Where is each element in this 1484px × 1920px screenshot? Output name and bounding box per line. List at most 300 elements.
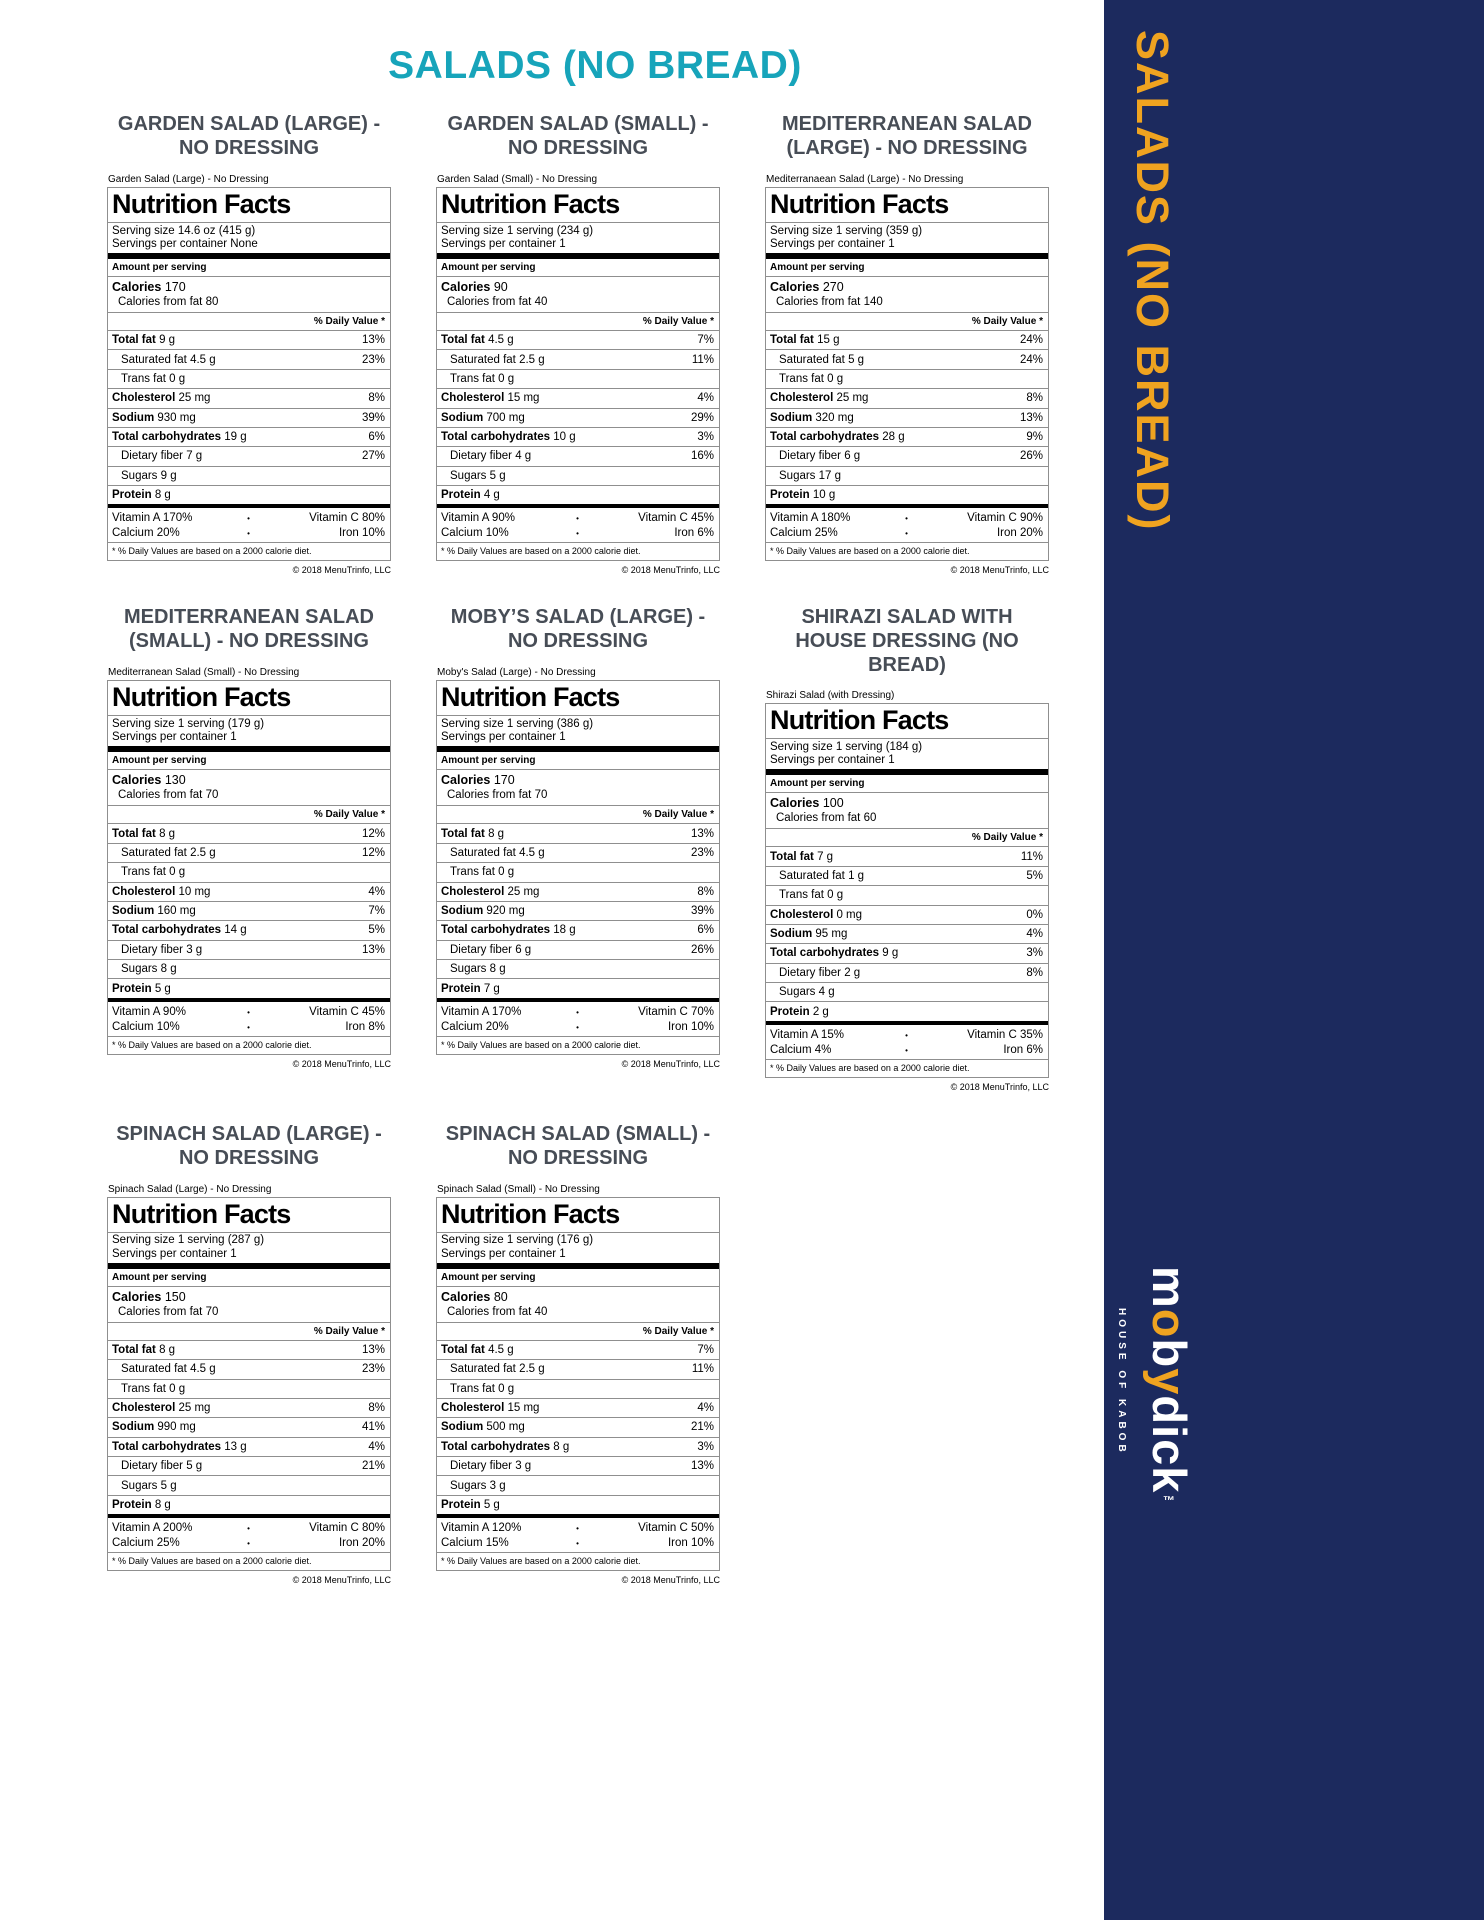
nutrient-text [121, 1480, 177, 1492]
vitamins-row [108, 508, 390, 525]
calories-from-fat-value: 140 [863, 296, 883, 308]
nutrient-amount: 14 g [224, 924, 247, 937]
card-title: SPINACH SALAD (LARGE) - NO DRESSING [116, 1122, 382, 1169]
nutrient-amount: 28 g [882, 431, 905, 444]
nutrient-amount: 0 g [169, 1382, 186, 1395]
nutrient-name: Saturated fat [450, 846, 516, 859]
nutrient-row [766, 983, 1048, 1002]
nutrient-daily-value: 13% [690, 1460, 714, 1473]
nutrient-text [770, 412, 854, 424]
calories-row [108, 1287, 390, 1304]
nutrient-row [108, 863, 390, 882]
nutrient-row [766, 1002, 1048, 1020]
logo-word [1142, 1266, 1197, 1508]
card-subtitle: Mediterranaean Salad (Large) - No Dressing [766, 174, 964, 185]
nutrient-amount: 9 g [882, 947, 899, 960]
vitamin-right: Iron 20% [996, 527, 1043, 540]
nutrient-name: Saturated fat [779, 869, 845, 882]
nutrient-name: Total fat [441, 334, 485, 347]
nutrient-row [766, 409, 1048, 428]
nutrient-name: Dietary fiber [450, 943, 512, 956]
nutrient-name: Total fat [112, 827, 156, 840]
nutrient-text [441, 334, 514, 346]
nutrient-amount: 700 mg [486, 411, 525, 424]
nutrient-text [112, 392, 210, 404]
calories-row [766, 793, 1048, 810]
card-title: SHIRAZI SALAD WITH HOUSE DRESSING (NO BREAD) [795, 606, 1019, 677]
nutrient-row [437, 824, 719, 843]
nutrient-name: Dietary fiber [450, 450, 512, 463]
nutrient-row [766, 944, 1048, 963]
nutrient-row [437, 1341, 719, 1360]
nutrient-name: Total carbohydrates [112, 431, 222, 444]
calories-from-fat-label: Calories from fat [118, 296, 203, 308]
nutrient-text [441, 828, 504, 840]
nutrient-text [450, 470, 506, 482]
nutrient-amount: 930 mg [157, 411, 196, 424]
nutrient-name: Protein [112, 489, 152, 502]
nutrient-row [766, 428, 1048, 447]
nutrient-amount: 3 g [186, 943, 203, 956]
nutrient-name: Sodium [441, 905, 484, 918]
nutrient-row [108, 1380, 390, 1399]
calories-from-fat-row [108, 294, 390, 312]
nutrient-row [437, 1360, 719, 1379]
calories-from-fat-label: Calories from fat [776, 296, 861, 308]
nutrient-amount: 2.5 g [519, 353, 545, 366]
nutrient-name: Total carbohydrates [441, 1440, 551, 1453]
nutrient-amount: 15 mg [507, 1402, 540, 1415]
nutrient-text [441, 1499, 500, 1511]
nutrient-name: Dietary fiber [121, 943, 183, 956]
amount-per-serving: Amount per serving [108, 259, 390, 277]
nutrient-amount: 4 g [515, 450, 532, 463]
nutrient-row [766, 389, 1048, 408]
nutrient-text [779, 870, 864, 882]
nutrient-amount: 2.5 g [519, 1363, 545, 1376]
nutrient-amount: 5 g [154, 982, 171, 995]
vitamins-row [108, 1518, 390, 1535]
nutrient-daily-value: 21% [361, 1460, 385, 1473]
nutrient-text [450, 1480, 506, 1492]
nutrient-name: Sugars [121, 469, 158, 482]
calories-from-fat-label: Calories from fat [118, 1305, 203, 1318]
nutrient-row [437, 941, 719, 960]
nutrient-name: Cholesterol [112, 392, 176, 405]
vitamin-left: Vitamin A 90% [112, 1005, 186, 1018]
calories-from-fat-row [437, 294, 719, 312]
nutrient-name: Sugars [121, 1479, 158, 1492]
nutrient-row [437, 409, 719, 428]
vitamins-row [437, 1019, 719, 1034]
nutrient-row [108, 1360, 390, 1379]
calories-label: Calories [441, 280, 491, 294]
nutrient-name: Total fat [112, 1343, 156, 1356]
calories-from-fat-value: 70 [205, 789, 219, 802]
nutrient-daily-value: 13% [361, 943, 385, 956]
nutrient-text [450, 944, 531, 956]
vitamins-row [437, 508, 719, 525]
nutrient-row [437, 1496, 719, 1514]
calories-from-fat-row [108, 787, 390, 805]
nutrient-amount: 8 g [154, 1498, 171, 1511]
nutrient-rows [437, 331, 719, 504]
daily-value-header: % Daily Value * [108, 805, 390, 824]
nutrient-daily-value: 4% [697, 1402, 714, 1415]
nutrient-daily-value: 26% [690, 943, 714, 956]
calories-label: Calories [441, 1289, 491, 1304]
nutrient-text [112, 828, 175, 840]
serving-size: Serving size 1 serving (359 g) [770, 224, 923, 237]
nutrient-row [766, 467, 1048, 486]
nutrient-name: Sodium [112, 411, 155, 424]
nutrient-name: Dietary fiber [779, 966, 841, 979]
nutrient-daily-value: 23% [361, 353, 385, 366]
nutrient-rows [437, 824, 719, 997]
nutrient-amount: 160 mg [157, 905, 196, 918]
nutrient-name: Saturated fat [450, 353, 516, 366]
nutrient-row [437, 844, 719, 863]
vitamin-left: Vitamin A 180% [770, 512, 851, 525]
nutrient-daily-value: 26% [1019, 450, 1043, 463]
nutrient-row [437, 389, 719, 408]
nutrient-row [766, 925, 1048, 944]
nutrition-card [436, 1122, 720, 1585]
nutrient-row [437, 1380, 719, 1399]
nutrient-text [121, 1460, 202, 1472]
card-subtitle: Shirazi Salad (with Dressing) [766, 690, 895, 702]
nutrient-text [770, 431, 905, 443]
nutrient-daily-value: 12% [361, 846, 385, 859]
nutrition-facts-heading: Nutrition Facts [108, 188, 390, 223]
servings-per-container: Servings per container None [112, 238, 258, 250]
card-subtitle: Garden Salad (Large) - No Dressing [108, 174, 269, 185]
nutrient-row [437, 863, 719, 882]
nutrient-text [112, 905, 196, 917]
nutrient-text [112, 1441, 247, 1453]
nutrient-row [437, 447, 719, 466]
nutrient-amount: 8 g [553, 1440, 570, 1453]
serving-size: Serving size 1 serving (287 g) [112, 1234, 265, 1247]
nutrient-daily-value: 3% [697, 431, 714, 444]
copyright: © 2018 MenuTrinfo, LLC [621, 1058, 720, 1069]
footnote: * % Daily Values are based on a 2000 calorie diet. [108, 1552, 390, 1570]
nutrient-text [441, 924, 576, 936]
nutrient-text [112, 489, 171, 501]
nutrient-text [450, 450, 531, 462]
card-title: GARDEN SALAD (LARGE) - NO DRESSING [117, 113, 381, 159]
calories-from-fat-value: 80 [205, 296, 219, 308]
servings-per-container: Servings per container 1 [441, 1247, 566, 1260]
nutrient-daily-value: 6% [368, 431, 385, 444]
amount-per-serving: Amount per serving [108, 752, 390, 770]
nutrient-text [450, 847, 545, 859]
serving-size: Serving size 1 serving (176 g) [441, 1234, 594, 1247]
nutrient-name: Sodium [112, 905, 155, 918]
nutrient-row [108, 1399, 390, 1418]
nutrition-facts-heading: Nutrition Facts [437, 681, 719, 716]
vitamin-left: Vitamin A 200% [112, 1522, 193, 1535]
bullet-separator: • [576, 514, 579, 524]
nutrient-amount: 0 g [498, 1382, 515, 1395]
nutrient-name: Trans fat [779, 372, 824, 385]
nutrient-text [770, 1006, 829, 1018]
servings-per-container: Servings per container 1 [112, 731, 237, 744]
nutrient-row [108, 1341, 390, 1360]
nutrient-row [108, 350, 390, 369]
nutrient-name: Saturated fat [121, 353, 187, 366]
vitamin-right: Vitamin C 90% [967, 512, 1043, 525]
nutrient-text [121, 450, 202, 462]
vitamin-left: Calcium 15% [441, 1537, 509, 1550]
nutrient-row [437, 331, 719, 350]
nutrient-amount: 9 g [160, 469, 177, 482]
nutrient-name: Total carbohydrates [112, 1440, 222, 1453]
calories-from-fat-value: 40 [534, 1305, 548, 1318]
nutrition-card [107, 1122, 391, 1585]
nutrient-name: Trans fat [121, 1382, 166, 1395]
nutrient-text [770, 851, 833, 863]
nutrient-name: Cholesterol [112, 1402, 176, 1415]
vitamin-right: Vitamin C 45% [309, 1005, 385, 1018]
nutrient-row [437, 902, 719, 921]
nutrient-daily-value: 27% [361, 450, 385, 463]
vitamins-section [437, 508, 719, 540]
nutrient-rows [108, 1341, 390, 1514]
nutrient-amount: 8 g [488, 827, 505, 840]
vitamins-row [766, 508, 1048, 525]
footnote: * % Daily Values are based on a 2000 calorie diet. [437, 1036, 719, 1054]
vitamin-right: Iron 6% [674, 527, 714, 540]
calories-from-fat-row [766, 810, 1048, 828]
vitamins-row [766, 525, 1048, 540]
nutrient-text [112, 1499, 171, 1511]
nutrient-daily-value: 16% [690, 450, 714, 463]
copyright: © 2018 MenuTrinfo, LLC [621, 1575, 720, 1586]
nutrient-amount: 5 g [483, 1498, 500, 1511]
nutrient-row [437, 883, 719, 902]
nutrient-text [770, 909, 862, 921]
nutrient-amount: 0 g [169, 866, 186, 879]
nutrient-text [450, 373, 514, 385]
nutrient-amount: 10 mg [178, 885, 211, 898]
nutrient-row [437, 1476, 719, 1495]
vitamin-left: Calcium 20% [441, 1020, 509, 1033]
nutrient-rows [108, 331, 390, 504]
nutrient-daily-value: 41% [361, 1421, 385, 1434]
nutrient-daily-value: 7% [697, 1343, 714, 1356]
nutrient-name: Total fat [770, 850, 814, 863]
nutrient-amount: 3 g [515, 1460, 532, 1473]
nutrient-amount: 18 g [553, 924, 576, 937]
nutrient-name: Trans fat [450, 866, 495, 879]
nutrient-daily-value: 39% [361, 411, 385, 424]
copyright: © 2018 MenuTrinfo, LLC [621, 565, 720, 576]
calories-from-fat-label: Calories from fat [447, 789, 532, 802]
logo-letters [1143, 1266, 1196, 1493]
nutrient-amount: 8 g [160, 963, 177, 976]
daily-value-header: % Daily Value * [108, 1322, 390, 1341]
nutrient-row [108, 1438, 390, 1457]
nutrient-name: Sodium [770, 411, 813, 424]
nutrient-row [437, 1399, 719, 1418]
calories-value: 80 [493, 1289, 508, 1304]
vitamin-right: Iron 10% [667, 1537, 714, 1550]
amount-per-serving: Amount per serving [437, 752, 719, 770]
nutrient-text [770, 489, 835, 501]
nutrient-name: Sodium [441, 1421, 484, 1434]
logo-letter: o [1143, 1308, 1196, 1339]
calories-value: 130 [164, 773, 186, 788]
bullet-separator: • [247, 529, 250, 539]
nutrient-name: Sugars [121, 963, 158, 976]
nutrient-daily-value: 7% [368, 905, 385, 918]
daily-value-header: % Daily Value * [437, 805, 719, 824]
servings-per-container: Servings per container 1 [441, 238, 566, 250]
nutrient-name: Saturated fat [779, 353, 845, 366]
nutrition-facts-label [436, 187, 720, 561]
nutrition-card [107, 112, 391, 575]
bullet-separator: • [905, 529, 908, 539]
nutrient-amount: 5 g [160, 1479, 177, 1492]
nutrient-daily-value: 13% [1019, 411, 1043, 424]
calories-row [108, 277, 390, 294]
nutrient-text [770, 928, 847, 940]
bullet-separator: • [576, 1524, 579, 1534]
nutrient-text [112, 983, 171, 995]
nutrient-row [437, 370, 719, 389]
nutrition-facts-label [765, 187, 1049, 561]
nutrient-amount: 2.5 g [190, 846, 216, 859]
vitamin-right: Vitamin C 80% [309, 512, 385, 525]
nutrient-name: Dietary fiber [450, 1460, 512, 1473]
nutrient-name: Sugars [779, 469, 816, 482]
bullet-separator: • [905, 1030, 908, 1040]
bullet-separator: • [247, 1007, 250, 1017]
nutrient-name: Total fat [441, 1343, 485, 1356]
vitamin-left: Vitamin A 170% [441, 1005, 522, 1018]
nutrient-row [766, 867, 1048, 886]
nutrient-row [108, 921, 390, 940]
vitamin-right: Vitamin C 70% [638, 1005, 714, 1018]
nutrient-amount: 2 g [812, 1005, 829, 1018]
nutrient-row [108, 979, 390, 997]
calories-from-fat-value: 70 [205, 1305, 219, 1318]
nutrient-name: Cholesterol [441, 885, 505, 898]
nutrient-row [437, 960, 719, 979]
nutrient-amount: 920 mg [486, 905, 525, 918]
nutrient-row [108, 902, 390, 921]
nutrient-daily-value: 5% [1026, 869, 1043, 882]
vitamins-row [108, 1002, 390, 1019]
nutrient-amount: 4.5 g [190, 1363, 216, 1376]
amount-per-serving: Amount per serving [108, 1269, 390, 1287]
calories-label: Calories [112, 1289, 162, 1304]
nutrient-name: Sugars [450, 1479, 487, 1492]
calories-label: Calories [770, 796, 820, 811]
nutrient-rows [108, 824, 390, 997]
nutrient-name: Saturated fat [121, 1363, 187, 1376]
nutrient-text [441, 412, 525, 424]
nutrient-name: Trans fat [779, 889, 824, 902]
nutrient-text [450, 1363, 545, 1375]
nutrient-text [121, 1383, 185, 1395]
nutrient-name: Sugars [450, 963, 487, 976]
nutrient-name: Sodium [441, 411, 484, 424]
vitamins-section [766, 508, 1048, 540]
calories-from-fat-label: Calories from fat [447, 296, 532, 308]
nutrient-amount: 0 g [827, 889, 844, 902]
logo-tagline: HOUSE OF KABOB [1116, 1308, 1127, 1456]
calories-label: Calories [770, 280, 820, 294]
footnote: * % Daily Values are based on a 2000 calorie diet. [437, 542, 719, 560]
amount-per-serving: Amount per serving [437, 259, 719, 277]
footnote: * % Daily Values are based on a 2000 calorie diet. [437, 1552, 719, 1570]
nutrient-amount: 8 g [159, 1343, 176, 1356]
logo-letter: b [1143, 1338, 1196, 1369]
nutrient-daily-value: 13% [361, 334, 385, 347]
bullet-separator: • [905, 1045, 908, 1055]
card-subtitle: Moby's Salad (Large) - No Dressing [437, 667, 596, 679]
nutrition-facts-heading: Nutrition Facts [108, 681, 390, 716]
vitamin-left: Calcium 10% [441, 527, 509, 540]
calories-row [437, 770, 719, 787]
nutrient-daily-value: 11% [1020, 850, 1043, 863]
nutrient-name: Protein [441, 1498, 481, 1511]
copyright: © 2018 MenuTrinfo, LLC [292, 565, 391, 576]
vitamin-left: Vitamin A 90% [441, 512, 515, 525]
calories-row [437, 277, 719, 294]
nutrient-amount: 4 g [818, 986, 835, 999]
nutrient-text [441, 489, 500, 501]
nutrient-row [108, 409, 390, 428]
bullet-separator: • [247, 514, 250, 524]
nutrition-card [765, 605, 1049, 1091]
nutrient-daily-value: 8% [368, 392, 385, 405]
servings-per-container: Servings per container 1 [112, 1247, 237, 1260]
nutrient-daily-value: 9% [1026, 431, 1043, 444]
nutrient-name: Protein [770, 489, 810, 502]
vitamins-row [437, 525, 719, 540]
bullet-separator: • [576, 1539, 579, 1549]
amount-per-serving: Amount per serving [766, 259, 1048, 277]
calories-label: Calories [112, 280, 162, 294]
nutrient-name: Total carbohydrates [112, 924, 222, 937]
vitamins-row [108, 525, 390, 540]
nutrient-daily-value: 4% [1026, 928, 1043, 941]
bullet-separator: • [247, 1022, 250, 1032]
nutrient-daily-value: 4% [368, 1440, 385, 1453]
nutrient-amount: 6 g [844, 450, 861, 463]
nutrient-amount: 7 g [186, 450, 203, 463]
nutrient-daily-value: 8% [368, 1402, 385, 1415]
nutrient-name: Trans fat [121, 866, 166, 879]
nutrient-text [121, 1363, 216, 1375]
calories-from-fat-label: Calories from fat [447, 1305, 532, 1318]
nutrient-amount: 19 g [224, 431, 247, 444]
calories-from-fat-value: 70 [534, 789, 548, 802]
nutrition-facts-heading: Nutrition Facts [437, 188, 719, 223]
calories-from-fat-value: 60 [863, 812, 877, 825]
footnote: * % Daily Values are based on a 2000 calorie diet. [108, 542, 390, 560]
nutrient-amount: 3 g [489, 1479, 506, 1492]
nutrient-row [766, 370, 1048, 389]
bullet-separator: • [247, 1539, 250, 1549]
nutrient-row [766, 886, 1048, 905]
nutrient-name: Saturated fat [450, 1363, 516, 1376]
nutrient-text [112, 431, 247, 443]
nutrient-name: Sodium [770, 928, 813, 941]
